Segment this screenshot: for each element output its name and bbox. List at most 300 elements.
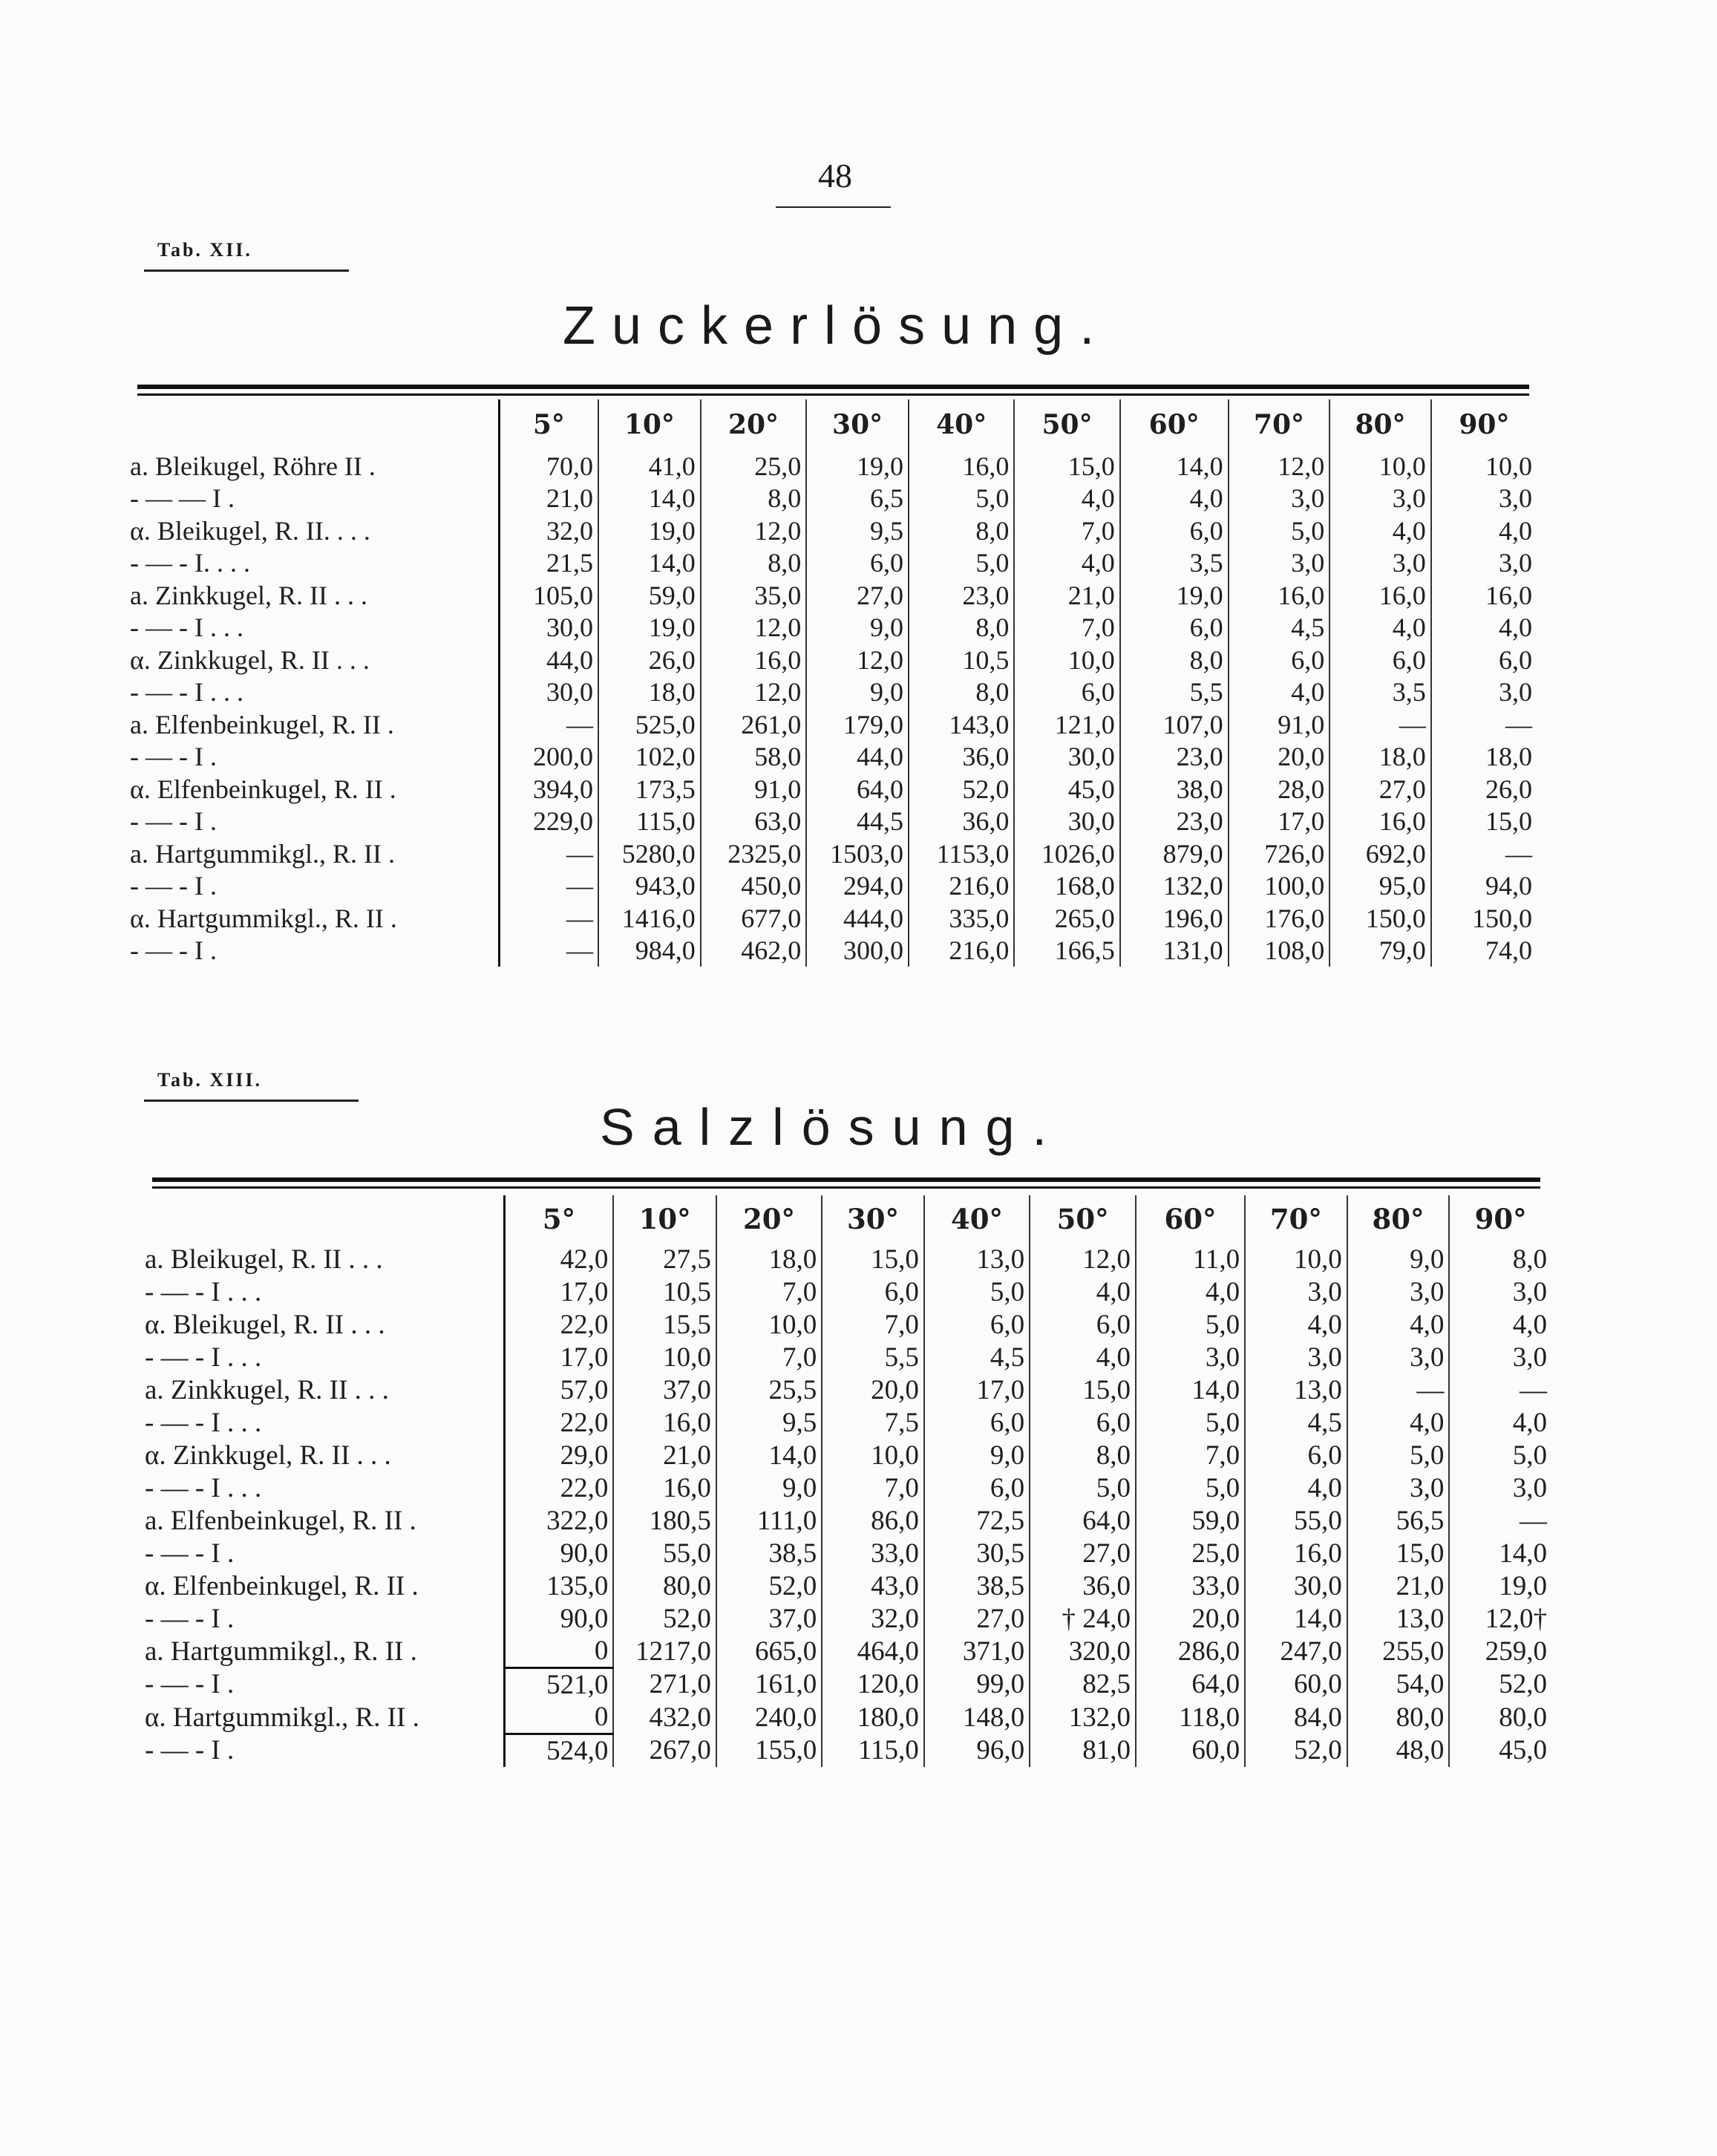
table-cell: 525,0 (598, 708, 701, 741)
table-cell: 180,5 (613, 1504, 716, 1537)
table-cell: 150,0 (1330, 902, 1431, 935)
table-row (137, 1275, 1551, 1308)
table-cell: 6,0 (806, 547, 909, 580)
table-cell: 6,0 (924, 1308, 1030, 1341)
table-cell: 80,0 (1449, 1701, 1551, 1734)
table-cell: 79,0 (1330, 935, 1431, 967)
table-cell: 14,0 (598, 483, 701, 515)
table-cell: 111,0 (716, 1504, 822, 1537)
table-cell: 28,0 (1229, 773, 1330, 806)
table-cell: 58,0 (701, 741, 806, 774)
table-cell: 14,0 (1245, 1602, 1347, 1635)
header-corner (137, 1195, 504, 1243)
row-label: α. Hartgummikgl., R. II . (145, 1702, 419, 1733)
table-cell: 27,0 (1330, 773, 1431, 806)
table-cell: 1416,0 (598, 902, 701, 935)
table-cell: 132,0 (1120, 870, 1229, 903)
table-cell: 19,0 (1449, 1569, 1551, 1602)
row-label: a. Hartgummikgl., R. II . (130, 838, 395, 869)
table-cell: 26,0 (598, 644, 701, 676)
table-cell: 4,0 (1120, 483, 1229, 515)
table-row (122, 773, 1537, 806)
table-cell: 8,0 (701, 483, 806, 515)
table-cell: 196,0 (1120, 902, 1229, 935)
table-cell: 3,0 (1431, 483, 1537, 515)
table-cell: 52,0 (1449, 1668, 1551, 1702)
table-cell: 166,5 (1014, 935, 1119, 967)
table-cell: 82,5 (1030, 1668, 1136, 1702)
header-row (137, 1195, 1551, 1243)
table-cell: 36,0 (1030, 1569, 1136, 1602)
table-cell: — (499, 870, 598, 903)
table-cell: 17,0 (504, 1275, 613, 1308)
table-row (137, 1668, 1551, 1702)
table-cell: 4,0 (1245, 1471, 1347, 1504)
column-header: 60° (1136, 1195, 1245, 1243)
table-cell: 15,0 (822, 1243, 924, 1275)
table-cell: 5,0 (1449, 1439, 1551, 1471)
table-cell: 10,0 (1431, 450, 1537, 483)
table-cell: 294,0 (806, 870, 909, 903)
table-cell: 30,0 (499, 676, 598, 709)
row-label: - — - I . (145, 1603, 235, 1634)
rule-top-xiii (152, 1177, 1540, 1182)
rule-top-xii (137, 385, 1529, 389)
column-header: 80° (1347, 1195, 1450, 1243)
table-row (137, 1308, 1551, 1341)
table-cell: 3,5 (1330, 676, 1431, 709)
table-cell: 74,0 (1431, 935, 1537, 967)
table-cell: 8,0 (909, 612, 1014, 644)
table-cell: — (499, 935, 598, 967)
table-cell: 120,0 (822, 1668, 924, 1702)
table-cell: 4,0 (1330, 514, 1431, 547)
table-cell: 102,0 (598, 741, 701, 774)
table-cell: 3,0 (1449, 1341, 1551, 1373)
table-cell: 55,0 (613, 1537, 716, 1569)
table-cell: 19,0 (598, 514, 701, 547)
table-cell: 27,0 (806, 579, 909, 612)
table-cell: — (1431, 708, 1537, 741)
table-cell: 271,0 (613, 1668, 716, 1702)
table-cell: 10,0 (613, 1341, 716, 1373)
table-cell: 5,5 (822, 1341, 924, 1373)
table-cell: 30,0 (499, 612, 598, 644)
table-cell: 692,0 (1330, 837, 1431, 870)
table-cell: 6,0 (1030, 1406, 1136, 1439)
table-cell: 18,0 (598, 676, 701, 709)
table-cell: 4,0 (1136, 1275, 1245, 1308)
table-cell: 59,0 (1136, 1504, 1245, 1537)
table-cell: 36,0 (909, 806, 1014, 838)
table-cell: 2325,0 (701, 837, 806, 870)
table-cell: 677,0 (701, 902, 806, 935)
table-cell: 15,0 (1347, 1537, 1450, 1569)
table-cell: 131,0 (1120, 935, 1229, 967)
table-body (137, 1243, 1551, 1767)
table-cell: 33,0 (1136, 1569, 1245, 1602)
table-cell: 52,0 (716, 1569, 822, 1602)
table-cell: 462,0 (701, 935, 806, 967)
table-cell: 371,0 (924, 1635, 1030, 1668)
table-cell: 15,0 (1014, 450, 1119, 483)
column-header: 20° (701, 399, 806, 450)
table-cell: 80,0 (1347, 1701, 1450, 1734)
table-cell: 60,0 (1245, 1668, 1347, 1702)
table-cell: 21,5 (499, 547, 598, 580)
table-cell: 64,0 (1030, 1504, 1136, 1537)
table-cell: 6,0 (1120, 612, 1229, 644)
row-label: - — - I . . . (145, 1342, 262, 1373)
table-cell: 9,0 (806, 676, 909, 709)
column-header: 70° (1229, 399, 1330, 450)
table-cell: 6,0 (822, 1275, 924, 1308)
table-cell: — (499, 902, 598, 935)
table-row (122, 579, 1537, 612)
table-cell: 6,0 (1229, 644, 1330, 676)
row-label: - — - I . (130, 742, 217, 772)
table-cell: 143,0 (909, 708, 1014, 741)
row-label: - — - I . . . (145, 1276, 262, 1307)
table-cell: 121,0 (1014, 708, 1119, 741)
table-cell: 173,5 (598, 773, 701, 806)
table-cell: 14,0 (1136, 1373, 1245, 1406)
row-label: a. Elfenbeinkugel, R. II . (130, 709, 394, 739)
table-cell: 464,0 (822, 1635, 924, 1668)
table-cell: 64,0 (806, 773, 909, 806)
table-cell: 3,0 (1449, 1275, 1551, 1308)
row-label: - — - I. . . . (130, 548, 250, 578)
table-cell: 286,0 (1136, 1635, 1245, 1668)
table-cell: 216,0 (909, 935, 1014, 967)
row-label: α. Bleikugel, R. II . . . (145, 1309, 385, 1340)
title-zuckerloesung: Zuckerlösung. (563, 296, 1111, 356)
table-cell: 6,0 (1431, 644, 1537, 676)
table-cell: 5,0 (1136, 1308, 1245, 1341)
table-cell: 240,0 (716, 1701, 822, 1734)
column-header: 30° (822, 1195, 924, 1243)
table-zuckerloesung (122, 399, 1537, 967)
table-cell: 30,0 (1014, 741, 1119, 774)
table-cell: 56,5 (1347, 1504, 1450, 1537)
table-cell: 4,0 (1449, 1406, 1551, 1439)
table-cell: 59,0 (598, 579, 701, 612)
table-row (122, 676, 1537, 709)
table-cell: 107,0 (1120, 708, 1229, 741)
table-cell: 7,0 (1014, 612, 1119, 644)
column-header: 5° (504, 1195, 613, 1243)
table-cell: 5,0 (1030, 1471, 1136, 1504)
rule-top-xii-thin (137, 393, 1529, 396)
table-cell: 3,0 (1245, 1275, 1347, 1308)
table-cell: 44,0 (499, 644, 598, 676)
table-cell: 8,0 (909, 514, 1014, 547)
page-number: 48 (818, 157, 852, 195)
row-label: α. Zinkkugel, R. II . . . (130, 644, 370, 675)
table-row (137, 1701, 1551, 1734)
table-cell: 16,0 (909, 450, 1014, 483)
table-cell: 63,0 (701, 806, 806, 838)
table-cell: 259,0 (1449, 1635, 1551, 1668)
table-cell: 3,0 (1347, 1471, 1450, 1504)
row-label: - — - I . . . (130, 612, 243, 643)
table-cell: 21,0 (613, 1439, 716, 1471)
table-cell: 27,0 (1030, 1537, 1136, 1569)
table-cell: 10,0 (1245, 1243, 1347, 1275)
table-row (137, 1537, 1551, 1569)
table-cell: 5,0 (1229, 514, 1330, 547)
table-cell: 200,0 (499, 741, 598, 774)
table-cell: 100,0 (1229, 870, 1330, 903)
column-header: 60° (1120, 399, 1229, 450)
table-row (122, 612, 1537, 644)
table-row (122, 450, 1537, 483)
table-cell: 4,0 (1347, 1308, 1450, 1341)
table-cell: 432,0 (613, 1701, 716, 1734)
column-header: 70° (1245, 1195, 1347, 1243)
table-cell: 45,0 (1449, 1734, 1551, 1768)
title-salzloesung: Salzlösung. (600, 1098, 1064, 1156)
table-cell: 9,5 (716, 1406, 822, 1439)
table-cell: 30,0 (1014, 806, 1119, 838)
table-cell: — (1330, 708, 1431, 741)
column-header: 90° (1449, 1195, 1551, 1243)
row-label: - — - I . (145, 1538, 235, 1569)
table-row (122, 514, 1537, 547)
table-cell: 52,0 (1245, 1734, 1347, 1768)
table-cell: 30,0 (1245, 1569, 1347, 1602)
table-cell: 15,0 (1431, 806, 1537, 838)
table-cell: 23,0 (909, 579, 1014, 612)
table-cell: 12,0 (701, 514, 806, 547)
column-header: 40° (909, 399, 1014, 450)
table-cell: 21,0 (499, 483, 598, 515)
table-cell: 665,0 (716, 1635, 822, 1668)
row-label: α. Hartgummikgl., R. II . (130, 903, 397, 933)
table-cell: 12,0 (701, 612, 806, 644)
table-cell: 4,0 (1030, 1275, 1136, 1308)
table-cell: 12,0 (1030, 1243, 1136, 1275)
table-cell: 115,0 (822, 1734, 924, 1768)
table-cell: 17,0 (1229, 806, 1330, 838)
table-cell: 267,0 (613, 1734, 716, 1768)
row-label: α. Zinkkugel, R. II . . . (145, 1440, 391, 1471)
table-cell: 45,0 (1014, 773, 1119, 806)
table-cell: 3,0 (1330, 483, 1431, 515)
table-cell: 12,0 (701, 676, 806, 709)
row-label: a. Bleikugel, Röhre II . (130, 451, 376, 481)
table-cell: 84,0 (1245, 1701, 1347, 1734)
table-row (122, 935, 1537, 967)
table-row (137, 1439, 1551, 1471)
table-cell: 4,0 (1014, 483, 1119, 515)
table-cell: 115,0 (598, 806, 701, 838)
header-row (122, 399, 1537, 450)
table-cell: 60,0 (1136, 1734, 1245, 1768)
table-row (122, 547, 1537, 580)
table-cell: 300,0 (806, 935, 909, 967)
table-cell: 33,0 (822, 1537, 924, 1569)
table-cell: 394,0 (499, 773, 598, 806)
table-cell: 48,0 (1347, 1734, 1450, 1768)
table-row (122, 902, 1537, 935)
table-cell: 8,0 (1030, 1439, 1136, 1471)
table-cell: 91,0 (1229, 708, 1330, 741)
table-cell: 5,0 (924, 1275, 1030, 1308)
table-cell: 4,5 (1245, 1406, 1347, 1439)
table-cell: 322,0 (504, 1504, 613, 1537)
table-cell: 6,0 (1030, 1308, 1136, 1341)
table-row (137, 1243, 1551, 1275)
column-header: 20° (716, 1195, 822, 1243)
table-cell: 6,0 (924, 1406, 1030, 1439)
table-cell: 36,0 (909, 741, 1014, 774)
table-cell: 155,0 (716, 1734, 822, 1768)
table-cell: 320,0 (1030, 1635, 1136, 1668)
table-cell: 6,0 (924, 1471, 1030, 1504)
table-cell: 52,0 (613, 1602, 716, 1635)
table-cell: 29,0 (504, 1439, 613, 1471)
table-cell: 4,0 (1014, 547, 1119, 580)
table-cell: 7,0 (1014, 514, 1119, 547)
table-cell: 105,0 (499, 579, 598, 612)
tab-label-xiii: Tab. XIII. (157, 1069, 263, 1091)
table-cell: 8,0 (1449, 1243, 1551, 1275)
table-cell: 3,5 (1120, 547, 1229, 580)
table-cell: 80,0 (613, 1569, 716, 1602)
table-cell: 118,0 (1136, 1701, 1245, 1734)
table-cell: 20,0 (1229, 741, 1330, 774)
table-cell: 3,0 (1449, 1471, 1551, 1504)
table-cell: 14,0 (1449, 1537, 1551, 1569)
table-cell: 52,0 (909, 773, 1014, 806)
table-cell: 23,0 (1120, 741, 1229, 774)
table-row (137, 1635, 1551, 1668)
table-cell: 57,0 (504, 1373, 613, 1406)
table-cell: 16,0 (1229, 579, 1330, 612)
table-cell: 4,5 (1229, 612, 1330, 644)
table-cell: 6,0 (1245, 1439, 1347, 1471)
table-cell: 12,0† (1449, 1602, 1551, 1635)
table-cell: 10,5 (909, 644, 1014, 676)
row-label: - — - I . . . (145, 1472, 262, 1503)
table-cell: 94,0 (1431, 870, 1537, 903)
table-cell: 12,0 (806, 644, 909, 676)
table-cell: 25,0 (701, 450, 806, 483)
table-cell: 4,0 (1431, 612, 1537, 644)
table-cell: 37,0 (716, 1602, 822, 1635)
table-cell: 16,0 (1245, 1537, 1347, 1569)
table-cell: — (499, 837, 598, 870)
table-cell: 38,5 (716, 1537, 822, 1569)
table-row (137, 1471, 1551, 1504)
table-cell: 4,0 (1347, 1406, 1450, 1439)
table-cell: 8,0 (701, 547, 806, 580)
table-cell: 3,0 (1431, 676, 1537, 709)
table-cell: 15,0 (1030, 1373, 1136, 1406)
row-label: - — — I . (130, 483, 235, 514)
table-cell: † 24,0 (1030, 1602, 1136, 1635)
table-cell: 86,0 (822, 1504, 924, 1537)
table-cell: 37,0 (613, 1373, 716, 1406)
table-row (137, 1341, 1551, 1373)
table-cell: 0 (504, 1701, 613, 1734)
table-row (122, 806, 1537, 838)
table-cell: 8,0 (1120, 644, 1229, 676)
table-cell: 247,0 (1245, 1635, 1347, 1668)
table-cell: 7,0 (822, 1471, 924, 1504)
table-cell: 3,0 (1229, 547, 1330, 580)
table-cell: 19,0 (598, 612, 701, 644)
table-cell: 108,0 (1229, 935, 1330, 967)
table-cell: 161,0 (716, 1668, 822, 1702)
column-header: 50° (1030, 1195, 1136, 1243)
table-cell: 9,0 (806, 612, 909, 644)
table-cell: 3,0 (1431, 547, 1537, 580)
table-cell: 44,0 (806, 741, 909, 774)
row-label: a. Bleikugel, R. II . . . (145, 1244, 383, 1275)
table-cell: 42,0 (504, 1243, 613, 1275)
column-header: 30° (806, 399, 909, 450)
table-cell: 4,0 (1431, 514, 1537, 547)
table-cell: 4,0 (1245, 1308, 1347, 1341)
table-cell: 10,0 (822, 1439, 924, 1471)
table-cell: 5,0 (1136, 1406, 1245, 1439)
table-cell: 335,0 (909, 902, 1014, 935)
table-cell: 21,0 (1347, 1569, 1450, 1602)
table-cell: 16,0 (613, 1471, 716, 1504)
table-body (122, 450, 1537, 967)
table-cell: 8,0 (909, 676, 1014, 709)
table-cell: 30,5 (924, 1537, 1030, 1569)
table-cell: 81,0 (1030, 1734, 1136, 1768)
table-cell: 265,0 (1014, 902, 1119, 935)
row-label: - — - I . (130, 935, 217, 966)
table-cell: 13,0 (1245, 1373, 1347, 1406)
table-row (122, 483, 1537, 515)
table-cell: 23,0 (1120, 806, 1229, 838)
table-cell: — (499, 708, 598, 741)
table-cell: — (1347, 1373, 1450, 1406)
table-cell: 4,5 (924, 1341, 1030, 1373)
table-cell: 444,0 (806, 902, 909, 935)
column-header: 90° (1431, 399, 1537, 450)
table-cell: 16,0 (701, 644, 806, 676)
table-cell: 135,0 (504, 1569, 613, 1602)
table-cell: 90,0 (504, 1537, 613, 1569)
table-row (122, 741, 1537, 774)
row-label: a. Zinkkugel, R. II . . . (130, 580, 367, 610)
row-label: α. Elfenbeinkugel, R. II . (130, 774, 396, 804)
table-cell: 17,0 (924, 1373, 1030, 1406)
table-cell: 3,0 (1229, 483, 1330, 515)
table-cell: 22,0 (504, 1308, 613, 1341)
row-label: - — - I . (130, 806, 217, 837)
table-cell: 32,0 (822, 1602, 924, 1635)
table-cell: 16,0 (1431, 579, 1537, 612)
row-label: - — - I . . . (145, 1407, 262, 1438)
table-cell: 176,0 (1229, 902, 1330, 935)
table-cell: 70,0 (499, 450, 598, 483)
table-cell: 18,0 (1431, 741, 1537, 774)
table-row (137, 1504, 1551, 1537)
table-cell: 6,0 (1120, 514, 1229, 547)
column-header: 10° (598, 399, 701, 450)
table-cell: 229,0 (499, 806, 598, 838)
table-cell: 19,0 (806, 450, 909, 483)
table-cell: 1153,0 (909, 837, 1014, 870)
table-cell: 1503,0 (806, 837, 909, 870)
